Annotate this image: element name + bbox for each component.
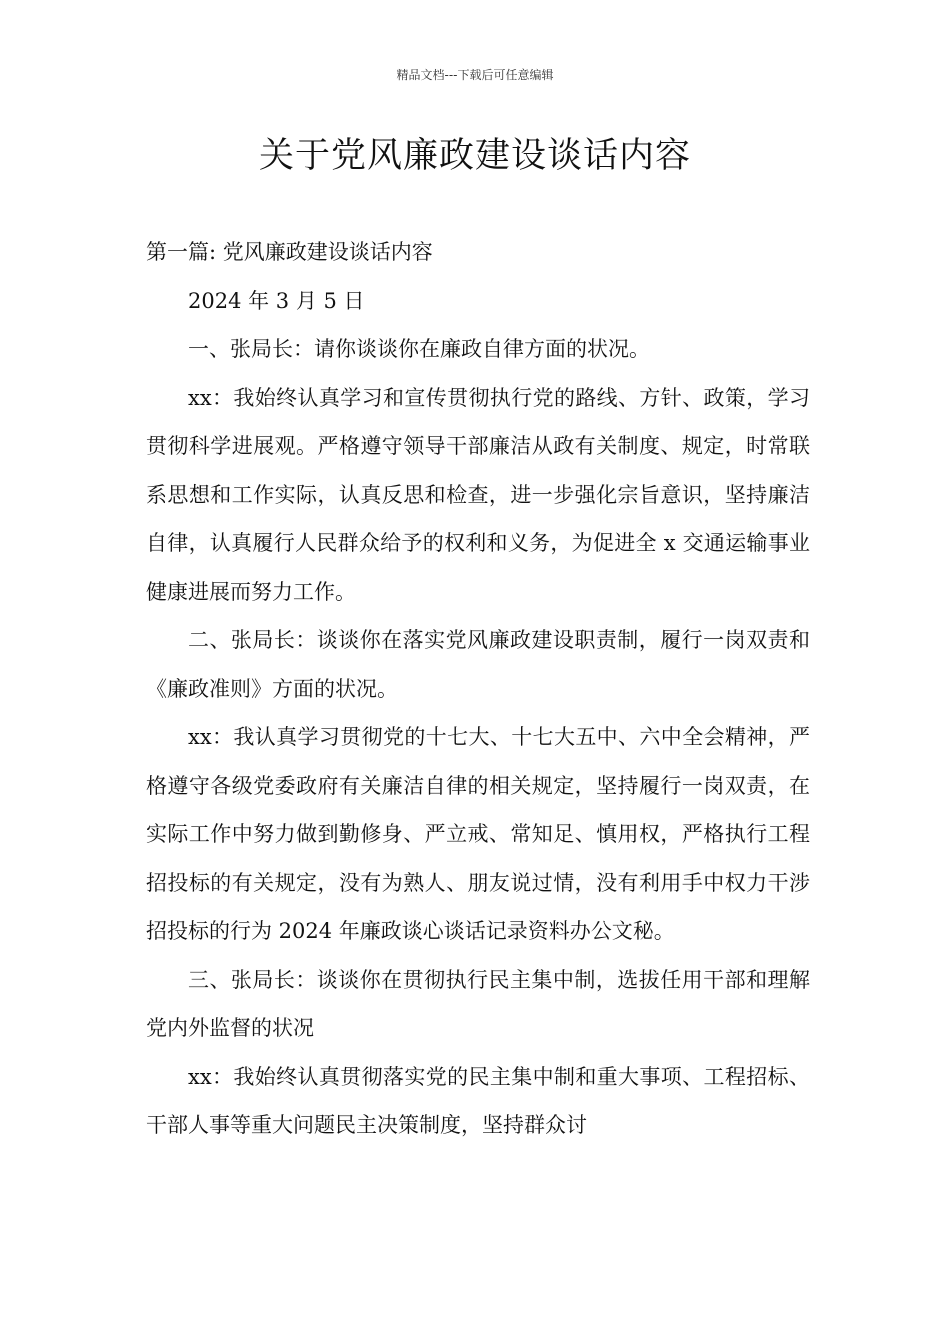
document-body <box>146 228 810 1150</box>
paragraph-question-2: 二、张局长：谈谈你在落实党风廉政建设职责制，履行一岗双责和《廉政准则》方面的状况。 <box>146 628 810 701</box>
paragraph-date: 2024 年 3 月 5 日 <box>188 288 365 313</box>
paragraph-answer-2: xx：我认真学习贯彻党的十七大、十七大五中、六中全会精神，严格遵守各级党委政府有关廉洁自律的相关规定，坚持履行一岗双责，在实际工作中努力做到勤修身、严立戒、常知足、慎用权，严格执行工程招投标的有关规定，没有为熟人、朋友说过情，没有利用手中权力干涉招投标的行为 2024 年廉政谈心谈话记录资料办公文秘。 <box>146 725 810 943</box>
paragraph-question-3: 三、张局长：谈谈你在贯彻执行民主集中制，选拔任用干部和理解党内外监督的状况 <box>146 967 810 1040</box>
paragraph-answer-1: xx：我始终认真学习和宣传贯彻执行党的路线、方针、政策，学习贯彻科学进展观。严格遵守领导干部廉洁从政有关制度、规定，时常联系思想和工作实际，认真反思和检查，进一步强化宗旨意识，坚持廉洁自律，认真履行人民群众给予的权利和义务，为促进全 x 交通运输事业健康进展而努力工作。 <box>146 385 810 604</box>
header-note: 精品文档---下载后可任意编辑 <box>396 68 554 82</box>
paragraph-question-1: 一、张局长：请你谈谈你在廉政自律方面的状况。 <box>188 337 650 361</box>
paragraph-answer-3: xx：我始终认真贯彻落实党的民主集中制和重大事项、工程招标、干部人事等重大问题民主决策制度，坚持群众讨 <box>146 1064 810 1137</box>
document-title: 关于党风廉政建设谈话内容 <box>258 136 691 176</box>
section-heading: 第一篇: 党风廉政建设谈话内容 <box>146 240 433 264</box>
